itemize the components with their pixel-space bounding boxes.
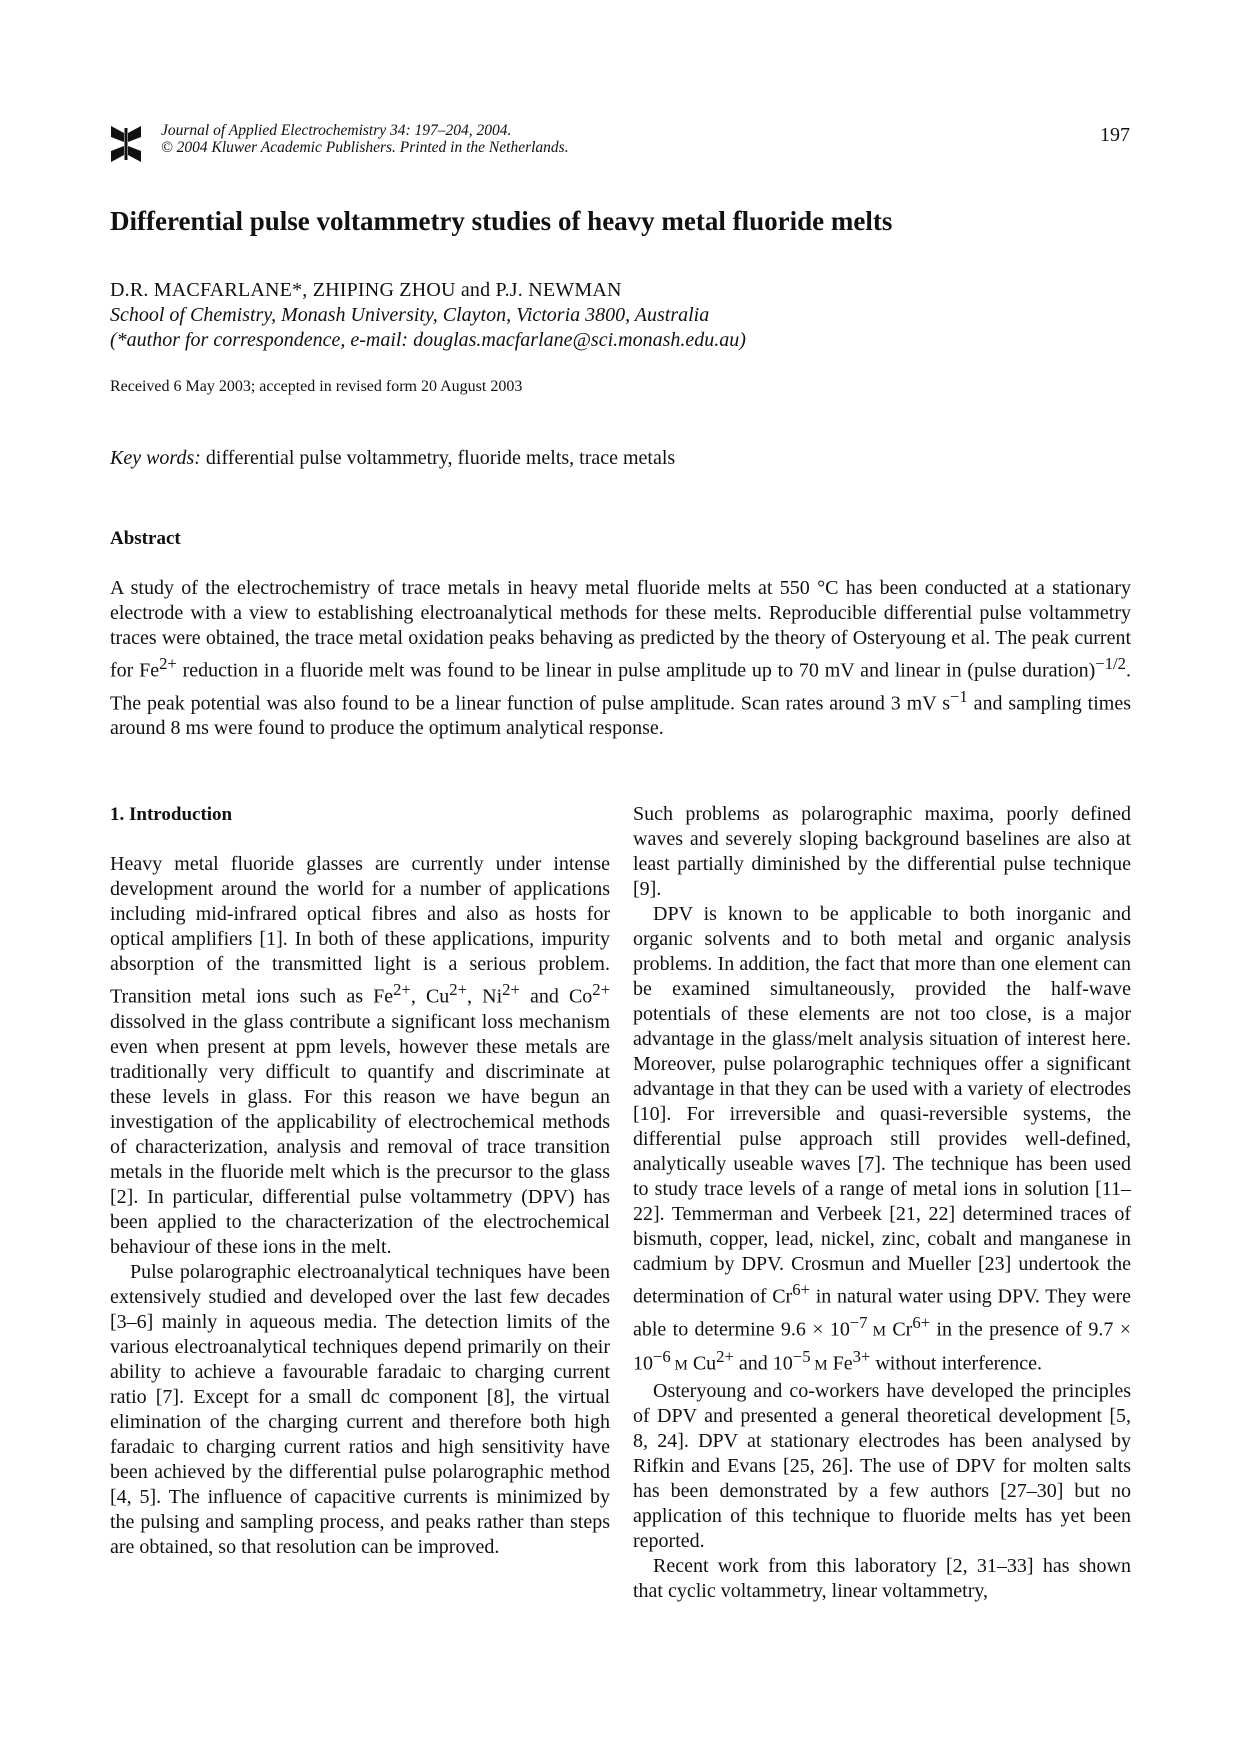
paragraph-text: in natural water using DPV. They were able to determine 9.6 × 10 (633, 1285, 1132, 1341)
chem-symbol: Ni (482, 985, 503, 1008)
received-dates: Received 6 May 2003; accepted in revised form 20 August 2003 (110, 378, 523, 395)
body-column-left (110, 802, 610, 1560)
keywords (110, 447, 675, 470)
paragraph: Such problems as polarographic maxima, poorly defined waves and severely sloping background baselines are also at least partially diminished by the differential pulse technique [9]. (633, 803, 1131, 900)
unit: M (810, 1357, 828, 1374)
paragraph-text: Heavy metal fluoride glasses are currently under intense development around the world for a number of applications including mid-infrared optical fibres and also as hosts for optical amplifiers [1]. In both of these applications, impurity absorption of the transmitted light is a serious problem. Transition metal ions such as (110, 853, 610, 1008)
abstract-text: A study of the electrochemistry of trace metals in heavy metal fluoride melts at 550 °C has been conducted at a stationary electrode with a view to establishing electroanalytical methods for these melts. Reproducible differential pulse voltammetry traces were obtained, the trace metal oxidation peaks behaving as predicted by the theory of Osteryoung et al. The peak current for (110, 577, 1131, 682)
paragraph-text: and 10 (733, 1352, 793, 1375)
chem-symbol: Cu (425, 985, 450, 1008)
abstract-heading: Abstract (110, 528, 181, 549)
superscript: 6+ (912, 1312, 931, 1332)
paragraph (110, 852, 610, 1260)
abstract-text: and sampling times around 8 ms were found to produce the optimum analytical response. (110, 692, 1131, 740)
conjunction: and (519, 985, 569, 1008)
separator: , (467, 985, 483, 1008)
chem-symbol: Co (568, 985, 593, 1008)
page-number: 197 (1100, 124, 1130, 146)
superscript: 2+ (449, 980, 468, 999)
superscript: 2+ (502, 980, 520, 999)
superscript: −1/2 (1095, 654, 1126, 673)
paragraph-text: without interference. (870, 1352, 1042, 1375)
paragraph: Pulse polarographic electroanalytical techniques have been extensively studied and developed over the last few decades [3–6] mainly in aqueous media. The detection limits of the various electroanalytical techniques depend primarily on their ability to achieve a favourable faradaic to charging current ratio [7]. Except for a small dc component [8], the virtual elimination of the charging current and therefore both high faradaic to charging current ratios and high sensitivity have been achieved by the differential pulse polarographic method [4, 5]. The influence of capacitive currents is minimized by the pulsing and sampling process, and peaks rather than steps are obtained, so that resolution can be improved. (110, 1260, 610, 1558)
paragraph-text: in the presence of 9.7 × 10 (633, 1318, 1132, 1375)
abstract-text: . The peak potential was also found to be a linear function of pulse amplitude. Scan rates around 3 mV s (110, 659, 1131, 715)
superscript: 2+ (592, 980, 611, 999)
publisher-logo-icon (109, 124, 143, 164)
journal-citation: Journal of Applied Electrochemistry 34: 197–204, 2004. (161, 122, 512, 139)
paragraph-text: dissolved in the glass contribute a significant loss mechanism even when present at ppm levels, however these metals are traditionally very difficult to quantify and discriminate at these levels in glass. For this reason we have begun an investigation of the applicability of electrochemical methods of characterization, analysis and removal of trace transition metals in the fluoride melt which is the precursor to the glass [2]. In particular, differential pulse voltammetry (DPV) has been applied to the characterization of the electrochemical behaviour of these ions in the melt. (110, 1010, 610, 1258)
chem-symbol: Cu (692, 1352, 717, 1375)
body-column-right (633, 802, 1131, 1604)
unit: M (867, 1323, 886, 1340)
chem-symbol: Fe (373, 985, 394, 1008)
paragraph: Recent work from this laboratory [2, 31–33] has shown that cyclic voltammetry, linear voltammetry, (633, 1554, 1131, 1602)
keywords-list: differential pulse voltammetry, fluoride melts, trace metals (205, 447, 676, 469)
paragraph-text: DPV is known to be applicable to both inorganic and organic solvents and to both metal and organic analysis problems. In addition, the fact that more than one element can be examined simultaneously, provided the half-wave potentials of these elements are not too close, is a major advantage in the glass/melt analysis situation of interest here. Moreover, pulse polarographic techniques offer a significant advantage in that they can be used with a variety of electrodes [10]. For irreversible and quasi-reversible systems, the differential pulse approach still provides well-defined, analytically useable waves [7]. The technique has been used to study trace levels of a range of metal ions in solution [11–22]. Temmerman and Verbeek [21, 22] determined traces of bismuth, copper, lead, nickel, zinc, cobalt and manganese in cadmium by DPV. Crosmun and Mueller [23] undertook the determination of (633, 903, 1131, 1308)
superscript: 6+ (792, 1280, 810, 1299)
paragraph: Osteryoung and co-workers have developed the principles of DPV and presented a general theoretical development [5, 8, 24]. DPV at stationary electrodes has been analysed by Rifkin and Evans [25, 26]. The use of DPV for molten salts has been demonstrated by a few authors [27–30] but no application of this technique to fluoride melts has yet been reported. (633, 1379, 1131, 1552)
chem-symbol: Fe (139, 659, 160, 682)
superscript: 3+ (852, 1347, 871, 1367)
keywords-label: Key words: (110, 447, 201, 469)
correspondence: (*author for correspondence, e-mail: douglas.macfarlane@sci.monash.edu.au) (110, 329, 746, 351)
section-heading: 1. Introduction (110, 804, 233, 825)
separator: , (410, 985, 426, 1008)
affiliation: School of Chemistry, Monash University, Clayton, Victoria 3800, Australia (110, 304, 710, 326)
chem-symbol: Fe (832, 1352, 853, 1375)
authors: D.R. MACFARLANE*, ZHIPING ZHOU and P.J. NEWMAN (110, 279, 622, 301)
chem-symbol: Cr (892, 1318, 913, 1341)
superscript: 2+ (159, 654, 177, 673)
unit: M (670, 1357, 688, 1374)
copyright-line: © 2004 Kluwer Academic Publishers. Printed in the Netherlands. (161, 139, 569, 156)
paragraph (633, 902, 1131, 1379)
superscript: −1 (950, 686, 968, 706)
superscript: 2+ (716, 1347, 734, 1367)
superscript: −5 (792, 1347, 811, 1367)
superscript: 2+ (393, 980, 411, 999)
superscript: −6 (653, 1347, 671, 1367)
abstract-text: reduction in a fluoride melt was found to be linear in pulse amplitude up to 70 mV and linear in (pulse duration) (176, 659, 1096, 682)
abstract-body (110, 576, 1131, 741)
chem-symbol: Cr (772, 1285, 793, 1308)
article-title: Differential pulse voltammetry studies of heavy metal fluoride melts (110, 206, 893, 236)
superscript: −7 (849, 1312, 868, 1332)
